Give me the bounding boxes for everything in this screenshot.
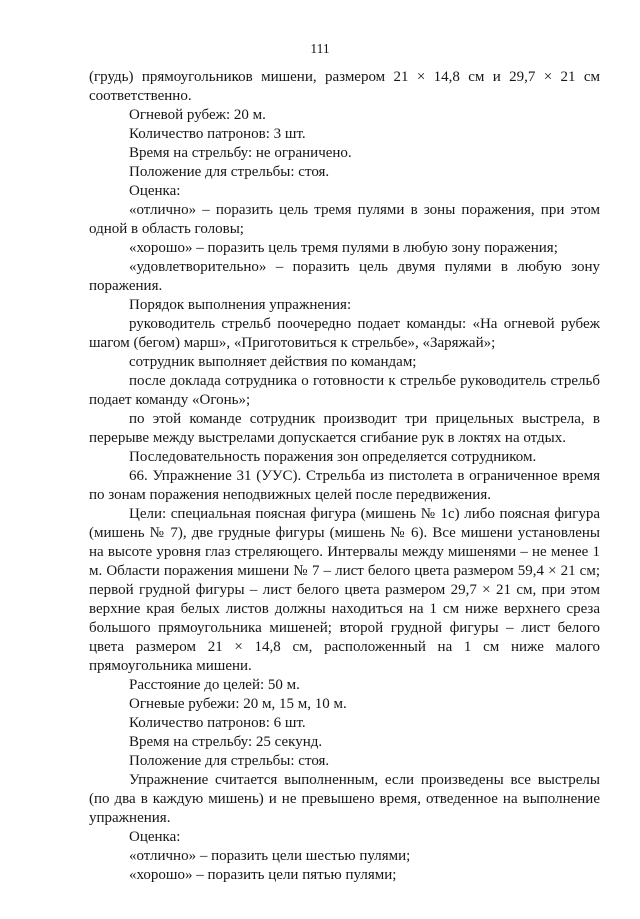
paragraph: «отлично» – поразить цели шестью пулями; [129, 848, 411, 864]
paragraph: «хорошо» – поразить цель тремя пулями в любую зону поражения; [129, 240, 558, 256]
paragraph: Оценка: [129, 183, 181, 199]
page-body [89, 68, 600, 885]
paragraph: Огневой рубеж: 20 м. [129, 107, 266, 123]
paragraph: Упражнение считается выполненным, если произведены все выстрелы (по два в каждую мишень) и не превышено время, отведенное на выполнение упражнения. [89, 772, 600, 826]
page-number: 111 [310, 41, 330, 56]
paragraph: Порядок выполнения упражнения: [129, 297, 352, 313]
paragraph: по этой команде сотрудник производит три прицельных выстрела, в перерыве между выстрелами допускается сгибание рук в локтях на отдых. [89, 411, 600, 446]
paragraph: «удовлетворительно» – поразить цель двумя пулями в любую зону поражения. [89, 259, 600, 294]
paragraph: Последовательность поражения зон определяется сотрудником. [129, 449, 537, 465]
paragraph: руководитель стрельб поочередно подает команды: «На огневой рубеж шагом (бегом) марш», «Приготовиться к стрельбе», «Заряжай»; [89, 316, 600, 351]
paragraph: Расстояние до целей: 50 м. [129, 677, 300, 693]
paragraph: «отлично» – поразить цель тремя пулями в зоны поражения, при этом одной в область головы; [89, 202, 600, 237]
paragraph: 66. Упражнение 31 (УУС). Стрельба из пистолета в ограниченное время по зонам поражения неподвижных целей после передвижения. [89, 468, 600, 503]
paragraph: Количество патронов: 3 шт. [129, 126, 306, 142]
paragraph: после доклада сотрудника о готовности к стрельбе руководитель стрельб подает команду «Огонь»; [89, 373, 600, 408]
paragraph: сотрудник выполняет действия по командам; [129, 354, 417, 370]
paragraph: (грудь) прямоугольников мишени, размером 21 × 14,8 см и 29,7 × 21 см соответственно. [89, 69, 600, 104]
paragraph: Огневые рубежи: 20 м, 15 м, 10 м. [129, 696, 347, 712]
paragraph: Время на стрельбу: не ограничено. [129, 145, 352, 161]
paragraph: Положение для стрельбы: стоя. [129, 164, 330, 180]
paragraph: Оценка: [129, 829, 181, 845]
paragraph: Цели: специальная поясная фигура (мишень № 1с) либо поясная фигура (мишень № 7), две грудные фигуры (мишень № 6). Все мишени установлены на высоте уровня глаз стреляющего. Интервалы между мишенями – не менее 1 м. Области поражения мишени № 7 – лист белого цвета размером 59,4 × 21 см; первой грудной фигуры – лист белого цвета размером 29,7 × 21 см, при этом верхние края белых листов должны находиться на 1 см ниже верхнего среза большого прямоугольника мишеней; второй грудной фигуры – лист белого цвета размером 21 × 14,8 см, расположенный на 1 см ниже малого прямоугольника мишени. [89, 506, 600, 674]
paragraph: Положение для стрельбы: стоя. [129, 753, 330, 769]
paragraph: Количество патронов: 6 шт. [129, 715, 306, 731]
paragraph: Время на стрельбу: 25 секунд. [129, 734, 323, 750]
paragraph: «хорошо» – поразить цели пятью пулями; [129, 867, 397, 883]
